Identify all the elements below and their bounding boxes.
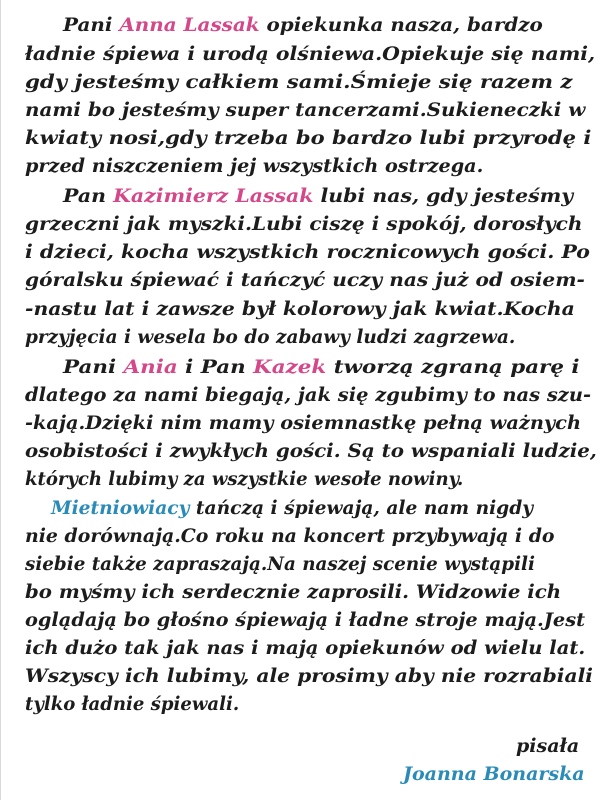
text-line: [25, 524, 555, 548]
text-segment: góralsku śpiewać i tańczyć uczy nas już od osiem-: [25, 269, 585, 291]
text-segment: Wszyscy ich lubimy, ale prosimy aby nie rozrabiali: [25, 665, 593, 687]
text-line: [63, 13, 543, 37]
text-segment: lubi nas, gdy jesteśmy: [313, 185, 574, 207]
text-segment: których lubimy za wszystkie wesołe nowiny.: [25, 468, 464, 490]
text-segment: i Pan: [177, 356, 254, 378]
text-segment: dlatego za nami biegają, jak się zgubimy to nas szu-: [25, 384, 592, 406]
text-line: [63, 355, 580, 379]
text-line: [25, 98, 585, 122]
text-line: [25, 42, 595, 66]
text-line: [25, 636, 585, 660]
text-line: [25, 692, 239, 716]
text-segment: nami bo jesteśmy super tancerzami.Sukieneczki w: [25, 99, 586, 121]
highlighted-name: Kazek: [253, 356, 327, 378]
text-segment: bo myśmy ich serdecznie zaprosili. Widzowie ich: [25, 581, 562, 603]
text-line: [25, 664, 593, 688]
text-segment: grzeczni jak myszki.Lubi ciszę i spokój, dorosłych: [25, 213, 583, 235]
text-line: [51, 496, 533, 520]
text-line: [25, 268, 585, 292]
text-segment: tańczą i śpiewają, ale nam nigdy: [189, 497, 534, 519]
signature-name: Joanna Bonarska: [403, 763, 585, 785]
text-segment: -kają.Dzięki nim mamy osiemnastkę pełną ważnych: [25, 412, 582, 434]
text-line: [25, 439, 597, 463]
text-segment: ładnie śpiewa i urodą olśniewa.Opiekuje się nami,: [25, 43, 596, 65]
text-segment: Pan: [63, 185, 114, 207]
text-line: [63, 184, 573, 208]
highlighted-name: Anna Lassak: [119, 14, 260, 36]
text-segment: opiekunka nasza, bardzo: [259, 14, 543, 36]
text-segment: gdy jesteśmy całkiem sami.Śmieje się razem z: [25, 71, 573, 93]
text-segment: oglądają bo głośno śpiewają i ładne stroje mają.Jest: [25, 609, 586, 631]
text-segment: tylko ładnie śpiewali.: [25, 693, 240, 715]
text-line: [25, 126, 591, 150]
text-line: [25, 467, 463, 491]
text-segment: przed niszczeniem jej wszystkich ostrzega.: [25, 155, 484, 177]
text-segment: tworzą zgraną parę i: [326, 356, 580, 378]
text-line: [25, 240, 590, 264]
text-segment: osobistości i zwykłych gości. Są to wspaniali ludzie,: [25, 440, 597, 462]
text-segment: i dzieci, kocha wszystkich rocznicowych gości. Po: [25, 241, 590, 263]
text-segment: Pani: [63, 14, 120, 36]
text-segment: siebie także zapraszają.Na naszej scenie wystąpili: [25, 553, 535, 575]
text-segment: nie dorównają.Co roku na koncert przybywają i do: [25, 525, 555, 547]
text-segment: ich dużo tak jak nas i mają opiekunów od wielu lat.: [25, 637, 586, 659]
text-line: [25, 552, 535, 576]
text-line: [25, 325, 515, 349]
highlighted-name: Kazimierz Lassak: [113, 185, 314, 207]
text-line: [25, 70, 573, 94]
signature-label: pisała: [516, 735, 580, 757]
text-line: [25, 608, 585, 632]
text-line: [25, 580, 561, 604]
text-segment: kwiaty nosi,gdy trzeba bo bardzo lubi przyrodę i: [25, 127, 592, 149]
text-segment: -nastu lat i zawsze był kolorowy jak kwiat.Kocha: [25, 298, 575, 320]
text-line: [25, 212, 583, 236]
text-line: [25, 297, 575, 321]
text-segment: przyjęcia i wesela bo do zabawy ludzi zagrzewa.: [25, 326, 516, 348]
text-line: [25, 411, 581, 435]
text-segment: Pani: [63, 356, 124, 378]
text-line: [25, 154, 483, 178]
highlighted-name: Ania: [123, 356, 178, 378]
highlighted-name: Mietniowiacy: [51, 497, 190, 519]
text-line: [25, 383, 591, 407]
